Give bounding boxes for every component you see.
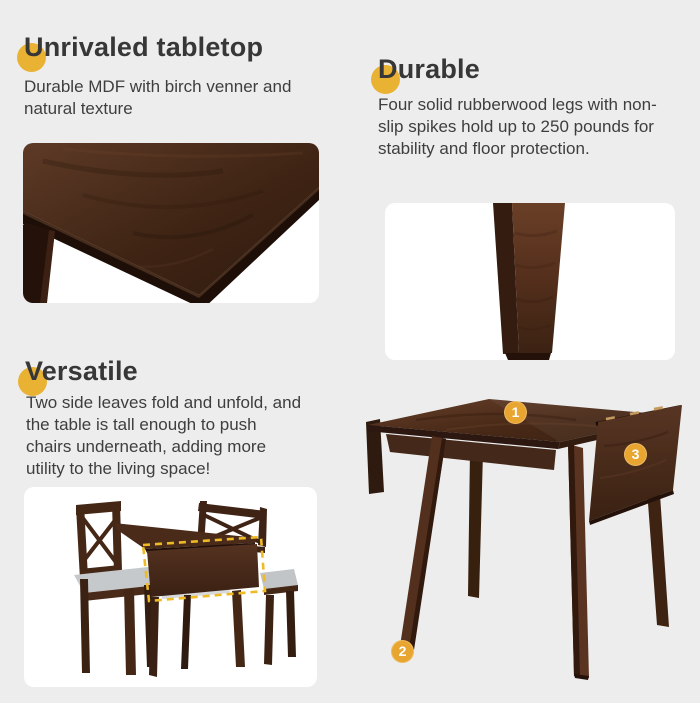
- photo-card-leg: [385, 203, 675, 360]
- leg-foot-spike: [505, 353, 551, 360]
- callout-badge-legs: 2: [391, 640, 414, 663]
- table-leg-photo: [385, 203, 675, 360]
- dining-set-photo: [24, 487, 317, 687]
- front-legs: [400, 436, 589, 680]
- feature-title-tabletop: [24, 32, 263, 62]
- chair-seat-right: [260, 569, 298, 665]
- drop-leaf-table: [114, 523, 265, 677]
- rubberwood-leg: [493, 203, 565, 360]
- callout-badge-leaf: 3: [624, 443, 647, 466]
- feature-title-text: Durable: [378, 54, 480, 84]
- folded-leaf: [147, 544, 259, 597]
- back-leg: [468, 450, 483, 598]
- feature-title-durable: [378, 54, 480, 84]
- table-leg: [23, 223, 55, 303]
- photo-card-tabletop: [23, 143, 319, 303]
- tabletop-surface: [23, 143, 319, 295]
- feature-title-text: Unrivaled tabletop: [24, 32, 264, 62]
- photo-card-dining-set: [24, 487, 317, 687]
- feature-description-tabletop: Durable MDF with birch venner and natural texture: [24, 77, 292, 118]
- feature-title-versatile: [25, 356, 138, 386]
- feature-title-text: Versatile: [25, 356, 138, 386]
- callout-badge-tabletop: 1: [504, 401, 527, 424]
- feature-description-durable: Four solid rubberwood legs with non-slip spikes hold up to 250 pounds for stability and floor protection.: [378, 95, 657, 158]
- feature-description-versatile: Two side leaves fold and unfold, and the table is tall enough to push chairs underneath, adding more utility to the living space!: [26, 393, 302, 478]
- tabletop-corner-photo: [23, 143, 319, 303]
- drop-leaf-table-photo: [356, 386, 690, 698]
